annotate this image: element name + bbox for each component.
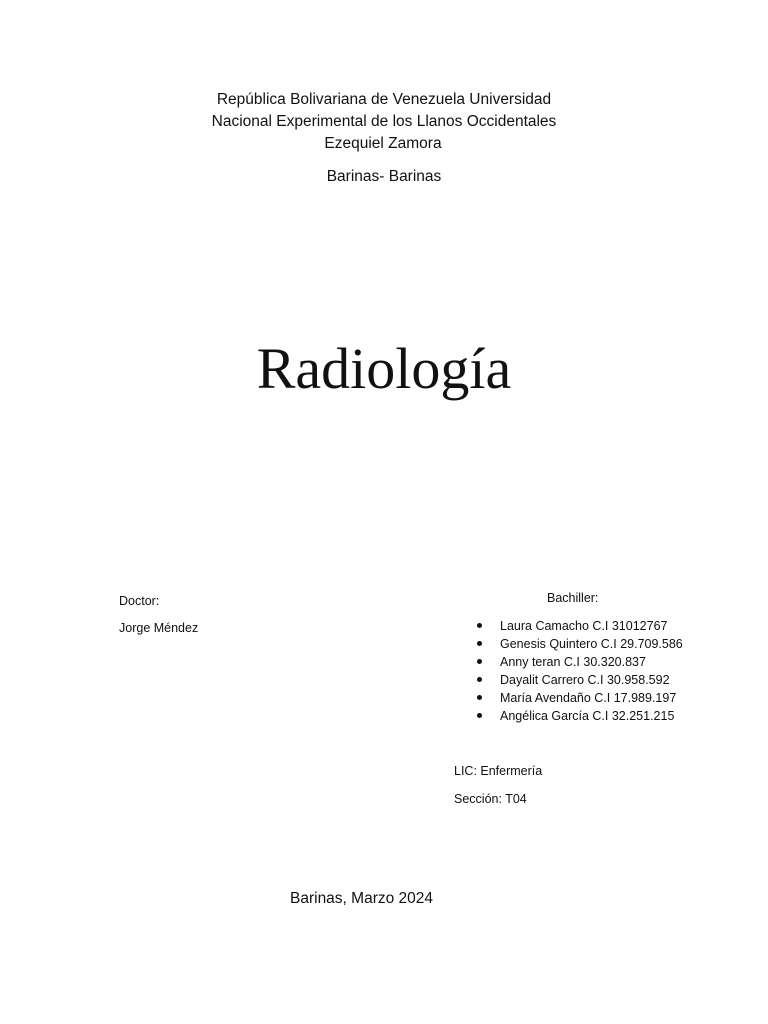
document-title: Radiología <box>256 336 512 401</box>
institution-line-3: Ezequiel Zamora <box>324 135 442 152</box>
bullet-icon <box>477 659 482 664</box>
institution-header <box>0 89 768 155</box>
city-line: Barinas- Barinas <box>326 168 442 185</box>
student-entry: Genesis Quintero C.I 29.709.586 <box>500 637 683 651</box>
student-entry: Laura Camacho C.I 31012767 <box>500 619 668 633</box>
bullet-icon <box>477 623 482 628</box>
doctor-label: Doctor: <box>119 594 160 608</box>
list-item <box>473 707 683 725</box>
institution-line-1: República Bolivariana de Venezuela Universidad <box>216 91 552 108</box>
doctor-name: Jorge Méndez <box>119 621 199 635</box>
students-label: Bachiller: <box>547 591 599 605</box>
section-line: Sección: T04 <box>454 792 527 806</box>
bullet-icon <box>477 641 482 646</box>
student-entry: Dayalit Carrero C.I 30.958.592 <box>500 673 670 687</box>
bullet-icon <box>477 695 482 700</box>
bullet-icon <box>477 713 482 718</box>
list-item <box>473 653 683 671</box>
institution-line-2: Nacional Experimental de los Llanos Occidentales <box>211 113 557 130</box>
students-list <box>473 617 683 725</box>
bullet-icon <box>477 677 482 682</box>
date-line: Barinas, Marzo 2024 <box>290 890 434 907</box>
list-item <box>473 689 683 707</box>
list-item <box>473 635 683 653</box>
student-entry: Angélica García C.I 32.251.215 <box>500 709 675 723</box>
student-entry: Anny teran C.I 30.320.837 <box>500 655 646 669</box>
list-item <box>473 671 683 689</box>
list-item <box>473 617 683 635</box>
student-entry: María Avendaño C.I 17.989.197 <box>500 691 677 705</box>
career-line: LIC: Enfermería <box>454 764 543 778</box>
